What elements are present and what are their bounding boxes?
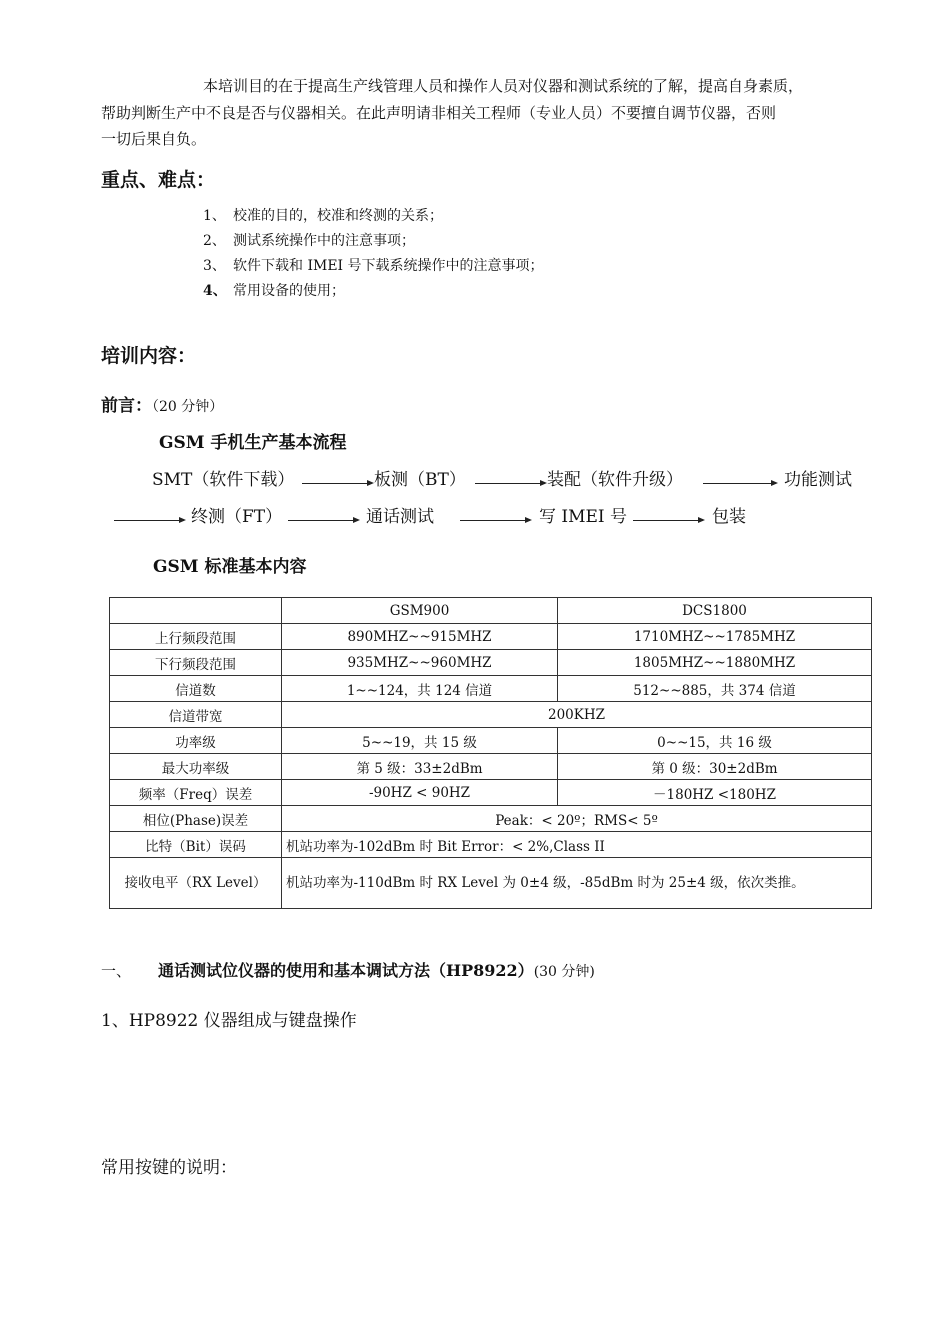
training-heading: 培训内容：	[101, 345, 197, 367]
preface-time: （20 分钟）	[152, 399, 224, 415]
intro-line-1: 本培训目的在于提高生产线管理人员和操作人员对仪器和测试系统的了解，提高自身素质，	[203, 77, 804, 95]
gsm900-cell: 935MHZ~~960MHZ	[282, 650, 558, 676]
gsm-standard-table	[109, 597, 872, 909]
gsm900-cell: 1~~124，共 124 信道	[282, 676, 558, 702]
dcs1800-cell: 第 0 级：30±2dBm	[558, 754, 872, 780]
list-item	[203, 230, 415, 250]
gsm900-cell: 5~~19，共 15 级	[282, 728, 558, 754]
flow-step-packaging: 包装	[712, 507, 746, 527]
table-row	[110, 624, 872, 650]
row-label: 下行频段范围	[110, 650, 282, 676]
list-item-number: 1、	[203, 208, 226, 224]
section-title: 通话测试位仪器的使用和基本调试方法（HP8922）	[158, 961, 534, 980]
flow-arrow	[288, 520, 358, 521]
row-label: 最大功率级	[110, 754, 282, 780]
gsm900-cell: 890MHZ~~915MHZ	[282, 624, 558, 650]
key-points-heading: 重点、难点：	[101, 169, 216, 191]
table-row	[110, 806, 872, 832]
table-row	[110, 702, 872, 728]
row-label: 比特（Bit）误码	[110, 832, 282, 858]
flow-step-board-test: 板测（BT）	[374, 470, 466, 490]
dcs1800-cell: －180HZ <180HZ	[558, 780, 872, 806]
preface-line	[101, 391, 223, 416]
dcs1800-cell: 1710MHZ~~1785MHZ	[558, 624, 872, 650]
shared-cell: 机站功率为-110dBm 时 RX Level 为 0±4 级，-85dBm 时为 25±4 级，依次类推。	[282, 858, 872, 909]
flow-arrow	[703, 483, 776, 484]
flow-step-assembly: 装配（软件升级）	[547, 470, 683, 490]
section-time: (30 分钟)	[533, 964, 595, 980]
shared-cell: Peak：< 20º；RMS< 5º	[282, 806, 872, 832]
dcs1800-cell: 1805MHZ~~1880MHZ	[558, 650, 872, 676]
table-title: GSM 标准基本内容	[153, 557, 307, 577]
flow-arrow	[460, 520, 530, 521]
keys-note: 常用按键的说明：	[101, 1158, 237, 1178]
flow-step-call-test: 通话测试	[366, 507, 434, 527]
list-item	[203, 280, 345, 300]
table-header-cell: DCS1800	[558, 598, 872, 624]
shared-cell: 机站功率为-102dBm 时 Bit Error：< 2%,Class II	[282, 832, 872, 858]
table-header-row	[110, 598, 872, 624]
table-row	[110, 650, 872, 676]
list-item-text: 软件下载和 IMEI 号下载系统操作中的注意事项；	[233, 258, 544, 274]
intro-line-3: 一切后果自负。	[101, 130, 207, 148]
flow-step-smt: SMT（软件下载）	[152, 470, 295, 490]
row-label: 频率（Freq）误差	[110, 780, 282, 806]
dcs1800-cell: 0~~15，共 16 级	[558, 728, 872, 754]
flow-arrow	[475, 483, 545, 484]
table-row	[110, 728, 872, 754]
list-item	[203, 205, 443, 225]
table-header-cell: GSM900	[282, 598, 558, 624]
section-number: 一、	[101, 962, 132, 980]
flow-step-write-imei: 写 IMEI 号	[539, 507, 628, 527]
table-row	[110, 676, 872, 702]
table-header-cell	[110, 598, 282, 624]
row-label: 上行频段范围	[110, 624, 282, 650]
flow-arrow	[114, 520, 184, 521]
intro-line-2: 帮助判断生产中不良是否与仪器相关。在此声明请非相关工程师（专业人员）不要擅自调节仪器，否则	[101, 104, 777, 122]
flow-title: GSM 手机生产基本流程	[159, 433, 347, 453]
list-item-text: 校准的目的，校准和终测的关系；	[233, 208, 443, 224]
table-row	[110, 754, 872, 780]
gsm900-cell: -90HZ < 90HZ	[282, 780, 558, 806]
row-label: 功率级	[110, 728, 282, 754]
list-item-text: 测试系统操作中的注意事项；	[233, 233, 415, 249]
subsection-title: 1、HP8922 仪器组成与键盘操作	[101, 1011, 357, 1031]
list-item-number: 4、	[203, 283, 227, 299]
list-item-number: 2、	[203, 233, 226, 249]
dcs1800-cell: 512~~885，共 374 信道	[558, 676, 872, 702]
row-label: 信道数	[110, 676, 282, 702]
section-1-heading	[101, 958, 595, 981]
row-label: 信道带宽	[110, 702, 282, 728]
flow-arrow	[633, 520, 703, 521]
gsm900-cell: 第 5 级：33±2dBm	[282, 754, 558, 780]
shared-cell: 200KHZ	[282, 702, 872, 728]
table-row	[110, 858, 872, 909]
row-label: 接收电平（RX Level）	[110, 858, 282, 909]
flow-arrow	[302, 483, 372, 484]
list-item	[203, 255, 544, 275]
row-label: 相位(Phase)误差	[110, 806, 282, 832]
flow-step-final-test: 终测（FT）	[191, 507, 283, 527]
list-item-text: 常用设备的使用；	[233, 283, 345, 299]
flow-step-function-test: 功能测试	[784, 470, 852, 490]
list-item-number: 3、	[203, 258, 226, 274]
table-row	[110, 832, 872, 858]
table-row	[110, 780, 872, 806]
preface-label: 前言：	[101, 396, 152, 416]
